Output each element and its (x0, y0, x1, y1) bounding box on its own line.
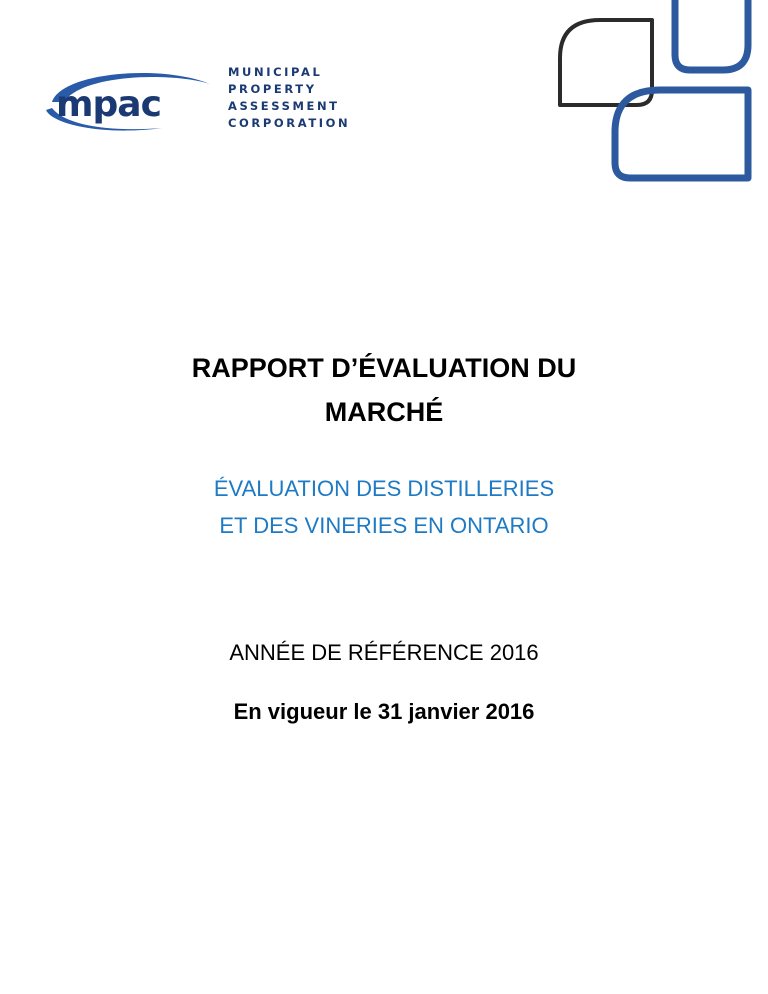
title-line-2: MARCHÉ (324, 397, 444, 427)
logo-line-corporation: CORPORATION (228, 116, 351, 130)
reference-year: ANNÉE DE RÉFÉRENCE 2016 (229, 640, 539, 665)
subtitle-line-1: ÉVALUATION DES DISTILLERIES (213, 476, 555, 501)
logo-text (228, 64, 350, 132)
document-subtitle (0, 470, 768, 544)
logo-line-property: PROPERTY (228, 82, 317, 96)
subtitle-line-2: ET DES VINERIES EN ONTARIO (219, 513, 549, 538)
document-title (0, 346, 768, 434)
mpac-logo (42, 58, 382, 138)
svg-text:mpac: mpac (56, 84, 161, 125)
effective-date: En vigueur le 31 janvier 2016 (233, 699, 535, 724)
decorative-leaf-shapes-icon (540, 0, 768, 190)
logo-line-municipal: MUNICIPAL (228, 65, 323, 79)
mpac-logo-mark-icon (42, 64, 222, 134)
logo-line-assessment: ASSESSMENT (228, 99, 340, 113)
title-line-1: RAPPORT D’ÉVALUATION DU (191, 353, 577, 383)
